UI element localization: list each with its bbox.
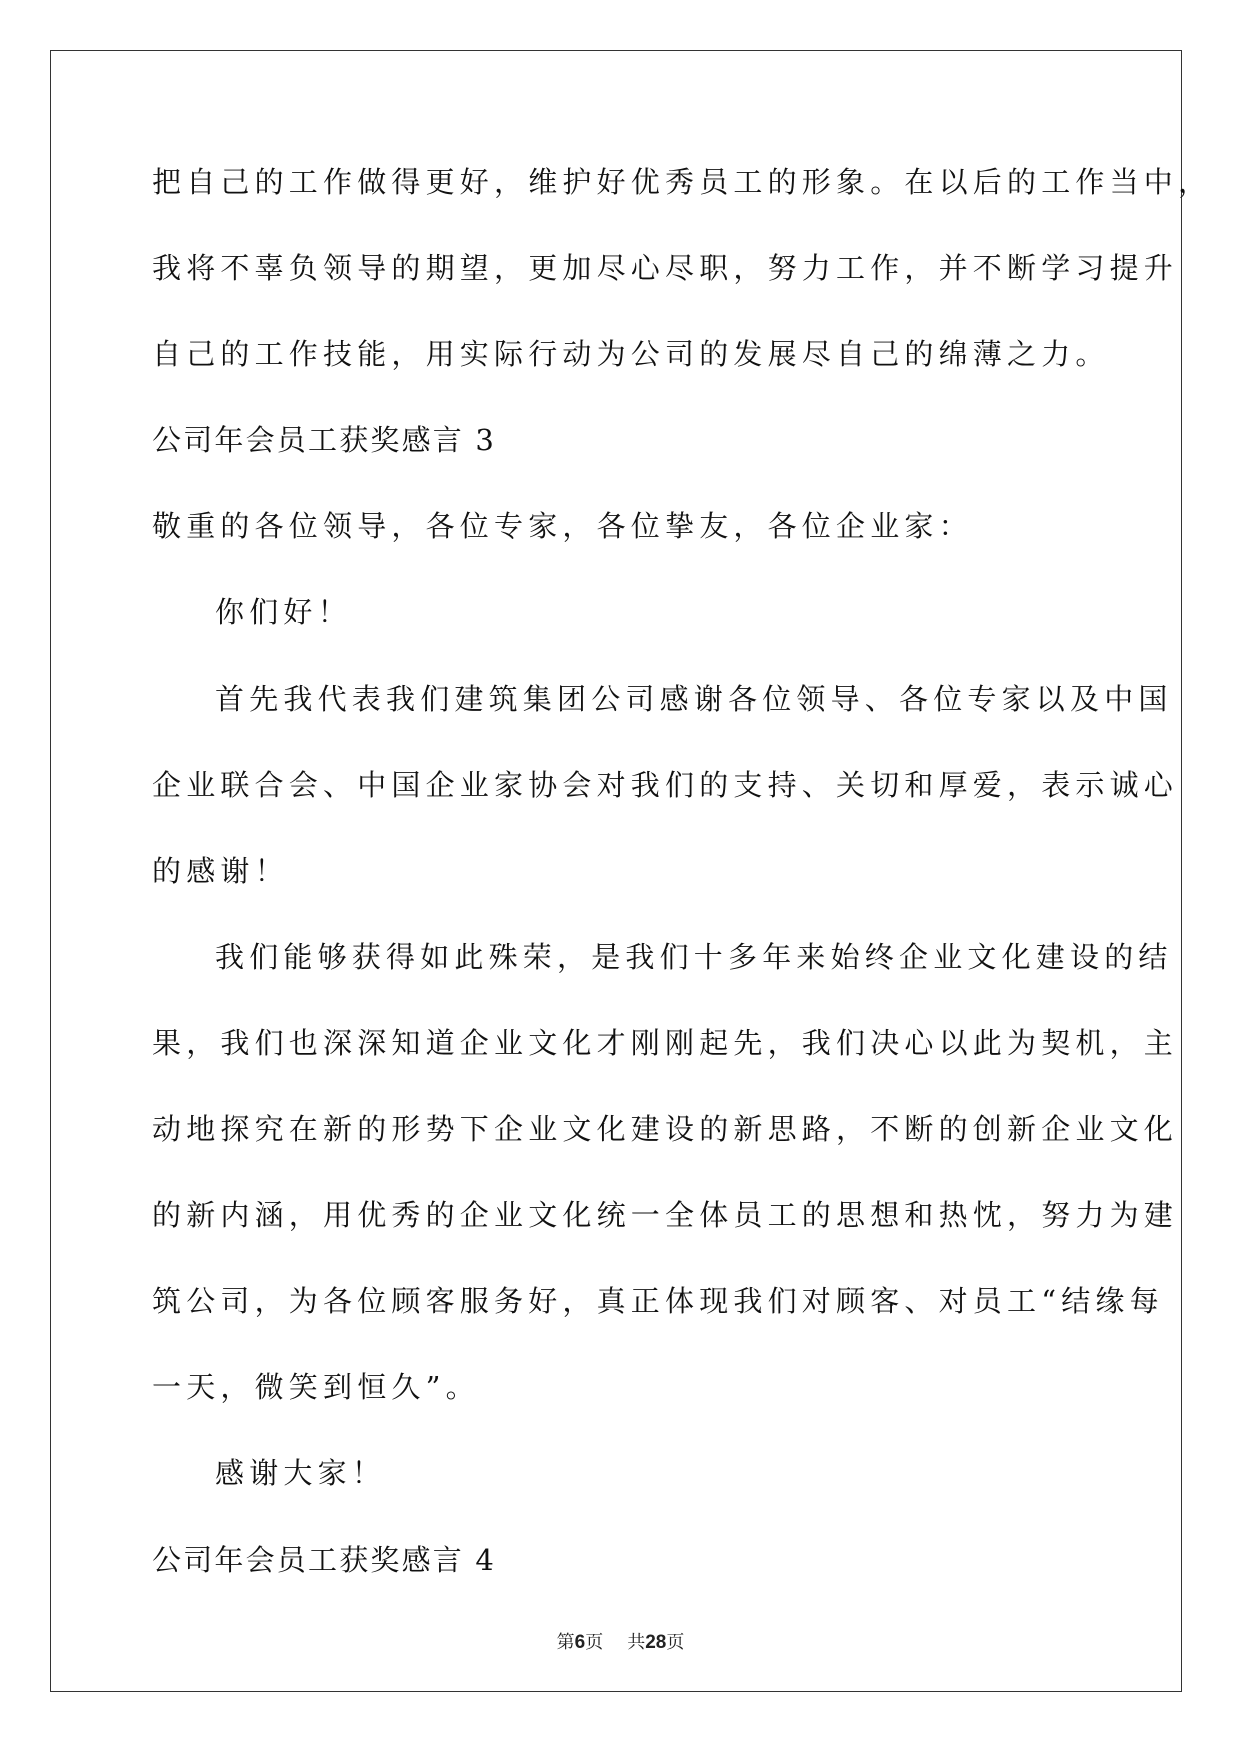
greeting: 你们好！ [215, 595, 352, 629]
total-prefix: 共 [627, 1632, 646, 1653]
body-line: 首先我代表我们建筑集团公司感谢各位领导、各位专家以及中国 [215, 682, 1173, 716]
page-footer [0, 1628, 1241, 1654]
body-line: 动地探究在新的形势下企业文化建设的新思路，不断的创新企业文化 [152, 1112, 1179, 1146]
page-suffix: 页 [585, 1632, 604, 1653]
total-suffix: 页 [666, 1632, 685, 1653]
page-prefix: 第 [556, 1632, 575, 1653]
section-heading: 公司年会员工获奖感言 3 [152, 423, 497, 457]
salutation: 敬重的各位领导，各位专家，各位挚友，各位企业家： [152, 509, 973, 543]
page-number: 6 [574, 1632, 586, 1653]
body-line: 企业联合会、中国企业家协会对我们的支持、关切和厚爱，表示诚心 [152, 768, 1179, 802]
body-line: 一天，微笑到恒久”。 [152, 1370, 480, 1404]
body-line: 的感谢！ [152, 854, 289, 888]
body-line: 自己的工作技能，用实际行动为公司的发展尽自己的绵薄之力。 [152, 337, 1110, 371]
section-heading: 公司年会员工获奖感言 4 [152, 1543, 497, 1577]
body-line: 果，我们也深深知道企业文化才刚刚起先，我们决心以此为契机，主 [152, 1026, 1179, 1060]
body-line: 我们能够获得如此殊荣，是我们十多年来始终企业文化建设的结 [215, 940, 1173, 974]
total-pages: 28 [645, 1632, 667, 1653]
body-line: 把自己的工作做得更好，维护好优秀员工的形象。在以后的工作当中， [152, 165, 1213, 199]
body-line: 筑公司，为各位顾客服务好，真正体现我们对顾客、对员工“结缘每 [152, 1284, 1164, 1318]
body-line: 的新内涵，用优秀的企业文化统一全体员工的思想和热忱，努力为建 [152, 1198, 1179, 1232]
closing-line: 感谢大家！ [215, 1456, 387, 1490]
body-line: 我将不辜负领导的期望，更加尽心尽职，努力工作，并不断学习提升 [152, 251, 1179, 285]
